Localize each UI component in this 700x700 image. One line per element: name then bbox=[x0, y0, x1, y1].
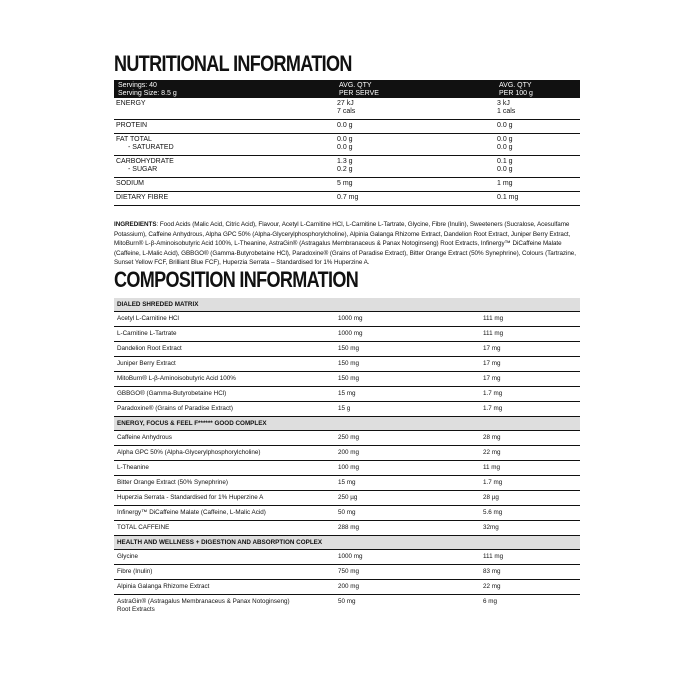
per-100g-header bbox=[499, 82, 576, 96]
composition-row bbox=[114, 446, 580, 461]
ingredient-per-100g: 1.7 mg bbox=[483, 478, 503, 486]
ingredient-name: TOTAL CAFFEINE bbox=[117, 523, 170, 531]
per-serve-value: 0.0 g bbox=[337, 136, 353, 143]
nutrient-name: - SUGAR bbox=[128, 166, 158, 173]
ingredient-per-serve: 200 mg bbox=[338, 448, 360, 456]
per-100g-value: 1 cals bbox=[497, 108, 516, 115]
ingredient-per-serve: 200 mg bbox=[338, 582, 360, 590]
per-serve-header-line1: AVG. QTY bbox=[339, 82, 372, 89]
per-serve-cell bbox=[337, 122, 497, 130]
ingredient-name: L-Carnitine L-Tartrate bbox=[117, 329, 177, 337]
nutrition-row bbox=[114, 156, 580, 178]
composition-row bbox=[114, 491, 580, 506]
ingredient-per-serve: 15 mg bbox=[338, 389, 356, 397]
nutrition-row bbox=[114, 134, 580, 156]
ingredient-name: Fibre (Inulin) bbox=[117, 567, 153, 575]
ingredient-per-serve: 50 mg bbox=[338, 597, 356, 605]
nutrient-name-cell bbox=[116, 158, 337, 174]
nutrient-name: FAT TOTAL bbox=[116, 136, 152, 143]
ingredients-text: : Food Acids (Malic Acid, Citric Acid), Flavour, Acetyl L-Carnitine HCl, L-Carnitine L-Tartrate, Glycine, Fibre (Inulin), Sweeteners (Sucralose, Acesulfame Potassium), Caffeine Anhydrous, Alpha GPC 50% (Alpha-Glycerylphosphorylcholine), Alpinia Galanga Rhizome Extract, Dandelion Root Extract, Juniper Berry Extract, MitoBurn® L-β-Aminoisobutyric Acid 100%, L-Theanine, AstraGin® (Astragalus Membranaceus & Panax Notoginseng) Root Extracts, Infinergy™ DiCaffeine Malate (Caffeine, L-Malic Acid), GBBGO® (Gamma-Butyrobetaine HCl), Paradoxine® (Grains of Paradise Extract), Bitter Orange Extract (50% Synephrine), Colours (Tartrazine, Sunset Yellow FCF, Brilliant Blue FCF), Huperzia Serrata – Standardised for 1% Huperzine A. bbox=[114, 221, 576, 267]
composition-title: COMPOSITION INFORMATION bbox=[114, 266, 359, 292]
ingredient-per-100g: 32mg bbox=[483, 523, 499, 531]
per-serve-cell bbox=[337, 158, 497, 174]
per-100g-value: 0.0 g bbox=[497, 166, 513, 173]
nutrient-name-cell bbox=[116, 136, 337, 152]
nutrition-row bbox=[114, 120, 580, 134]
ingredient-name: Bitter Orange Extract (50% Synephrine) bbox=[117, 478, 228, 486]
composition-section-header: ENERGY, FOCUS & FEEL F****** GOOD COMPLEX bbox=[114, 417, 580, 431]
label-panel bbox=[114, 52, 580, 617]
composition-table bbox=[114, 298, 580, 617]
ingredient-name: Huperzia Serrata - Standardised for 1% Huperzine A bbox=[117, 493, 264, 501]
composition-row bbox=[114, 521, 580, 536]
ingredient-name: Paradoxine® (Grains of Paradise Extract) bbox=[117, 404, 233, 412]
composition-row bbox=[114, 387, 580, 402]
ingredient-per-100g: 28 µg bbox=[483, 493, 499, 501]
nutrient-name-cell bbox=[116, 194, 337, 202]
per-100g-value: 3 kJ bbox=[497, 100, 510, 107]
ingredient-name: L-Theanine bbox=[117, 463, 149, 471]
ingredient-per-100g: 111 mg bbox=[483, 552, 504, 560]
ingredient-per-serve: 100 mg bbox=[338, 463, 360, 471]
composition-row bbox=[114, 372, 580, 387]
per-100g-value: 0.1 g bbox=[497, 158, 513, 165]
composition-row bbox=[114, 327, 580, 342]
per-100g-value: 1 mg bbox=[497, 180, 513, 187]
ingredient-name: Alpinia Galanga Rhizome Extract bbox=[117, 582, 210, 590]
nutrition-table bbox=[114, 80, 580, 206]
ingredient-per-100g: 11 mg bbox=[483, 463, 501, 471]
per-serve-value: 7 cals bbox=[337, 108, 356, 115]
composition-row bbox=[114, 461, 580, 476]
per-serve-value: 27 kJ bbox=[337, 100, 354, 107]
nutrient-name: CARBOHYDRATE bbox=[116, 158, 174, 165]
per-serve-value: 0.2 g bbox=[337, 166, 353, 173]
ingredient-per-serve: 150 mg bbox=[338, 344, 360, 352]
per-100g-value: 0.0 g bbox=[497, 122, 513, 129]
nutrient-name: - SATURATED bbox=[128, 144, 174, 151]
composition-row bbox=[114, 506, 580, 521]
nutrient-name: ENERGY bbox=[116, 100, 146, 107]
nutrition-table-header bbox=[114, 80, 580, 98]
ingredient-name: Caffeine Anhydrous bbox=[117, 433, 172, 441]
ingredient-per-100g: 5.6 mg bbox=[483, 508, 503, 516]
per-100g-cell bbox=[497, 122, 578, 130]
per-100g-header-line2: PER 100 g bbox=[499, 90, 533, 97]
ingredient-per-100g: 111 mg bbox=[483, 314, 504, 322]
ingredient-per-100g: 17 mg bbox=[483, 374, 501, 382]
ingredient-name: Acetyl L-Carnitine HCl bbox=[117, 314, 179, 322]
per-100g-cell bbox=[497, 100, 578, 116]
ingredient-per-serve: 15 mg bbox=[338, 478, 356, 486]
composition-row bbox=[114, 565, 580, 580]
nutrient-name-cell bbox=[116, 122, 337, 130]
nutrition-title: NUTRITIONAL INFORMATION bbox=[114, 51, 352, 76]
nutrient-name-cell bbox=[116, 100, 337, 116]
per-serve-cell bbox=[337, 180, 497, 188]
nutrient-name: PROTEIN bbox=[116, 122, 148, 129]
per-100g-value: 0.0 g bbox=[497, 144, 513, 151]
composition-row bbox=[114, 550, 580, 565]
per-serve-header-line2: PER SERVE bbox=[339, 90, 379, 97]
ingredient-per-100g: 22 mg bbox=[483, 582, 501, 590]
composition-row bbox=[114, 476, 580, 491]
ingredient-name: Glycine bbox=[117, 552, 138, 560]
ingredient-per-serve: 1000 mg bbox=[338, 552, 363, 560]
nutrient-name: SODIUM bbox=[116, 180, 144, 187]
ingredient-per-100g: 1.7 mg bbox=[483, 404, 503, 412]
ingredient-per-serve: 1000 mg bbox=[338, 329, 363, 337]
per-100g-value: 0.0 g bbox=[497, 136, 513, 143]
per-serve-header bbox=[339, 82, 499, 96]
ingredient-per-100g: 83 mg bbox=[483, 567, 501, 575]
composition-row bbox=[114, 580, 580, 595]
per-serve-cell bbox=[337, 136, 497, 152]
per-serve-cell bbox=[337, 194, 497, 202]
servings-cell bbox=[118, 82, 339, 96]
ingredient-per-serve: 50 mg bbox=[338, 508, 356, 516]
per-serve-value: 0.0 g bbox=[337, 122, 353, 129]
ingredient-per-serve: 150 mg bbox=[338, 374, 360, 382]
ingredient-name: MitoBurn® L-β-Aminoisobutyric Acid 100% bbox=[117, 374, 236, 382]
nutrient-name bbox=[116, 108, 337, 116]
composition-row bbox=[114, 342, 580, 357]
ingredient-per-100g: 17 mg bbox=[483, 344, 501, 352]
per-100g-cell bbox=[497, 158, 578, 174]
per-100g-cell bbox=[497, 180, 578, 188]
per-serve-value: 0.0 g bbox=[337, 144, 353, 151]
composition-row bbox=[114, 357, 580, 372]
ingredient-name: AstraGin® (Astragalus Membranaceus & Panax Notoginseng) Root Extracts bbox=[117, 597, 290, 613]
nutrition-row bbox=[114, 178, 580, 192]
composition-row bbox=[114, 402, 580, 417]
per-100g-header-line1: AVG. QTY bbox=[499, 82, 532, 89]
per-serve-cell bbox=[337, 100, 497, 116]
composition-section-header: HEALTH AND WELLNESS + DIGESTION AND ABSORPTION COPLEX bbox=[114, 536, 580, 550]
ingredient-per-serve: 250 mg bbox=[338, 433, 360, 441]
ingredient-per-100g: 22 mg bbox=[483, 448, 501, 456]
nutrition-row bbox=[114, 98, 580, 120]
nutrition-table-body bbox=[114, 98, 580, 206]
composition-row bbox=[114, 431, 580, 446]
composition-row bbox=[114, 312, 580, 327]
ingredient-name: GBBGO® (Gamma-Butyrobetaine HCl) bbox=[117, 389, 227, 397]
per-100g-value: 0.1 mg bbox=[497, 194, 519, 201]
per-serve-value: 0.7 mg bbox=[337, 194, 359, 201]
nutrition-row bbox=[114, 192, 580, 206]
ingredient-per-serve: 15 g bbox=[338, 404, 351, 412]
per-serve-value: 1.3 g bbox=[337, 158, 353, 165]
ingredient-per-100g: 1.7 mg bbox=[483, 389, 503, 397]
ingredient-per-serve: 250 µg bbox=[338, 493, 358, 501]
per-serve-value: 5 mg bbox=[337, 180, 353, 187]
ingredient-name: Juniper Berry Extract bbox=[117, 359, 176, 367]
servings-text: Servings: 40 bbox=[118, 82, 157, 89]
ingredient-per-100g: 6 mg bbox=[483, 597, 497, 605]
ingredients-paragraph bbox=[114, 220, 580, 268]
ingredient-name: Infinergy™ DiCaffeine Malate (Caffeine, L-Malic Acid) bbox=[117, 508, 266, 516]
ingredient-per-serve: 1000 mg bbox=[338, 314, 363, 322]
ingredients-label: INGREDIENTS bbox=[114, 221, 157, 228]
per-100g-cell bbox=[497, 136, 578, 152]
nutrient-name-cell bbox=[116, 180, 337, 188]
nutrient-name: DIETARY FIBRE bbox=[116, 194, 169, 201]
composition-row bbox=[114, 595, 580, 617]
ingredient-per-100g: 28 mg bbox=[483, 433, 501, 441]
composition-section-header: DIALED SHREDED MATRIX bbox=[114, 298, 580, 312]
ingredient-name: Alpha GPC 50% (Alpha-Glycerylphosphorylcholine) bbox=[117, 448, 261, 456]
ingredient-per-100g: 111 mg bbox=[483, 329, 504, 337]
ingredient-per-100g: 17 mg bbox=[483, 359, 501, 367]
ingredient-per-serve: 150 mg bbox=[338, 359, 360, 367]
per-100g-cell bbox=[497, 194, 578, 202]
ingredient-name: Dandelion Root Extract bbox=[117, 344, 182, 352]
ingredient-per-serve: 750 mg bbox=[338, 567, 360, 575]
ingredient-per-serve: 288 mg bbox=[338, 523, 360, 531]
serving-size-text: Serving Size: 8.5 g bbox=[118, 90, 177, 97]
